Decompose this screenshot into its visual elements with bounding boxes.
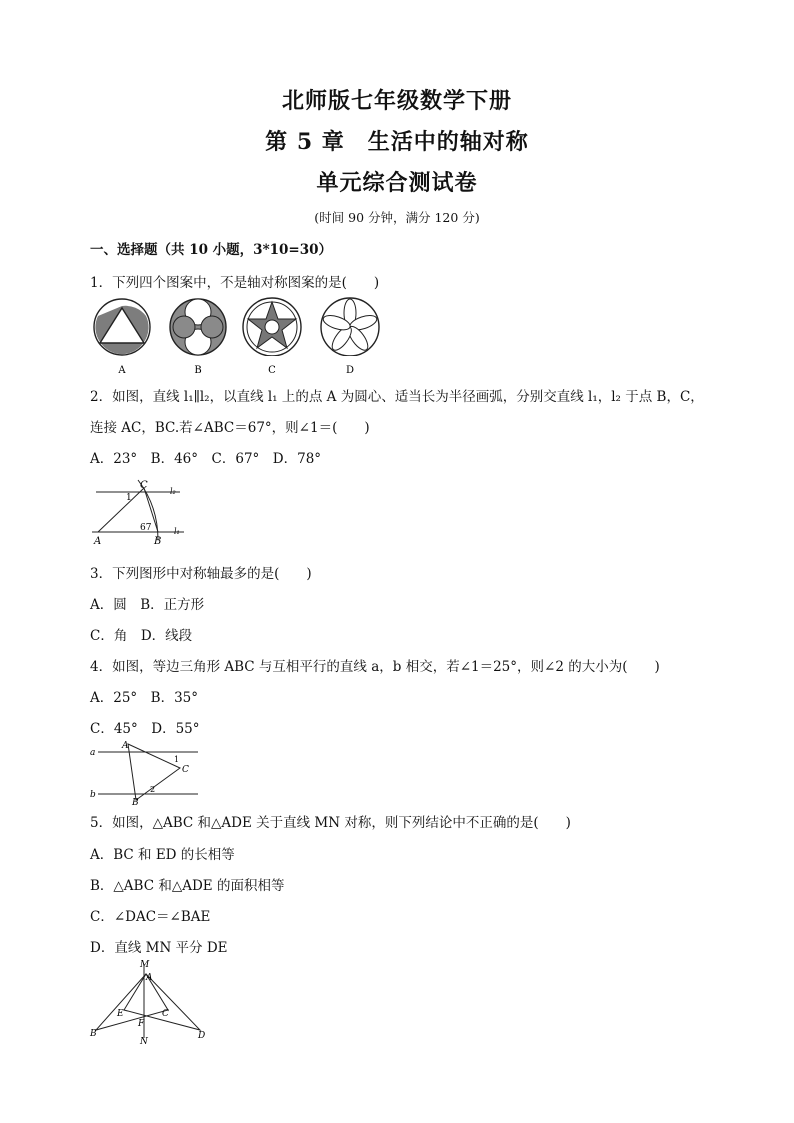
q1-figure-labels: [88, 360, 388, 378]
q2-options: A．23° B．46° C．67° D．78°: [90, 451, 322, 467]
q1-label-a: A: [118, 365, 126, 376]
q4-line-b: b: [90, 790, 96, 800]
q5-option-c: C．∠DAC＝∠BAE: [90, 909, 211, 925]
q1-figure-c: [243, 298, 301, 356]
q5-stem: 5．如图，△ABC 和△ADE 关于直线 MN 对称，则下列结论中不正确的是( ): [90, 815, 571, 831]
q1-figure-b: [170, 299, 226, 355]
section-heading: 一、选择题（共 10 小题，3*10=30）: [90, 242, 333, 258]
doc-title-line3: 单元综合测试卷: [316, 170, 478, 196]
q5-point-a: A: [146, 973, 153, 983]
q5-point-b: B: [90, 1029, 97, 1039]
q2-point-b: B: [154, 536, 162, 546]
q2-line-l1: l₁: [174, 527, 180, 536]
q3-stem: 3．下列图形中对称轴最多的是( ): [90, 566, 312, 582]
q5-option-d: D．直线 MN 平分 DE: [90, 940, 228, 956]
q1-figure-d: [321, 298, 379, 356]
q4-options-line2: C．45° D．55°: [90, 721, 200, 737]
doc-title-line2: 第 5 章 生活中的轴对称: [265, 129, 529, 155]
q1-figures: [88, 296, 388, 356]
q4-point-b: B: [132, 798, 139, 806]
q2-angle-1: 1: [126, 493, 132, 503]
q2-point-a: A: [94, 536, 102, 546]
q1-stem: 1．下列四个图案中，不是轴对称图案的是( ): [90, 275, 380, 291]
q1-label-b: B: [194, 365, 202, 376]
q2-figure: [88, 476, 198, 546]
q4-angle-2: 2: [150, 785, 156, 794]
q5-figure: [88, 958, 208, 1046]
q1-figure-a: [94, 299, 150, 355]
q2-line-l2: l₂: [170, 487, 176, 496]
q3-options-line1: A．圆 B．正方形: [90, 597, 205, 613]
q3-options-line2: C．角 D．线段: [90, 628, 193, 644]
q4-figure: [88, 738, 208, 806]
q5-point-n: N: [140, 1037, 148, 1046]
q4-line-a: a: [90, 748, 96, 758]
q5-point-d: D: [198, 1031, 206, 1041]
q4-point-a: A: [122, 741, 129, 751]
q2-point-c: C: [140, 480, 148, 491]
q4-options-line1: A．25° B．35°: [90, 690, 199, 706]
q5-option-a: A．BC 和 ED 的长相等: [90, 847, 235, 863]
q4-point-c: C: [182, 765, 189, 775]
q5-option-b: B．△ABC 和△ADE 的面积相等: [90, 878, 285, 894]
q5-point-m: M: [140, 960, 150, 970]
q5-point-f: F: [138, 1019, 145, 1029]
q2-stem-line2: 连接 AC，BC.若∠ABC＝67°，则∠1＝( ): [90, 420, 370, 436]
q2-angle-67: 67: [140, 523, 152, 533]
q4-angle-1: 1: [174, 755, 180, 764]
q5-point-e: E: [117, 1009, 124, 1019]
q5-point-c: C: [162, 1009, 169, 1019]
q2-stem-line1: 2．如图，直线 l₁∥l₂，以直线 l₁ 上的点 A 为圆心、适当长为半径画弧，分别交直线 l₁，l₂ 于点 B，C，: [90, 389, 704, 405]
doc-title-line1: 北师版七年级数学下册: [281, 88, 512, 114]
doc-subtitle: (时间 90 分钟，满分 120 分): [314, 210, 480, 225]
q1-label-d: D: [345, 365, 355, 376]
q1-label-c: C: [268, 365, 276, 376]
q4-stem: 4．如图，等边三角形 ABC 与互相平行的直线 a，b 相交，若∠1＝25°，则∠2 的大小为( ): [90, 659, 660, 675]
